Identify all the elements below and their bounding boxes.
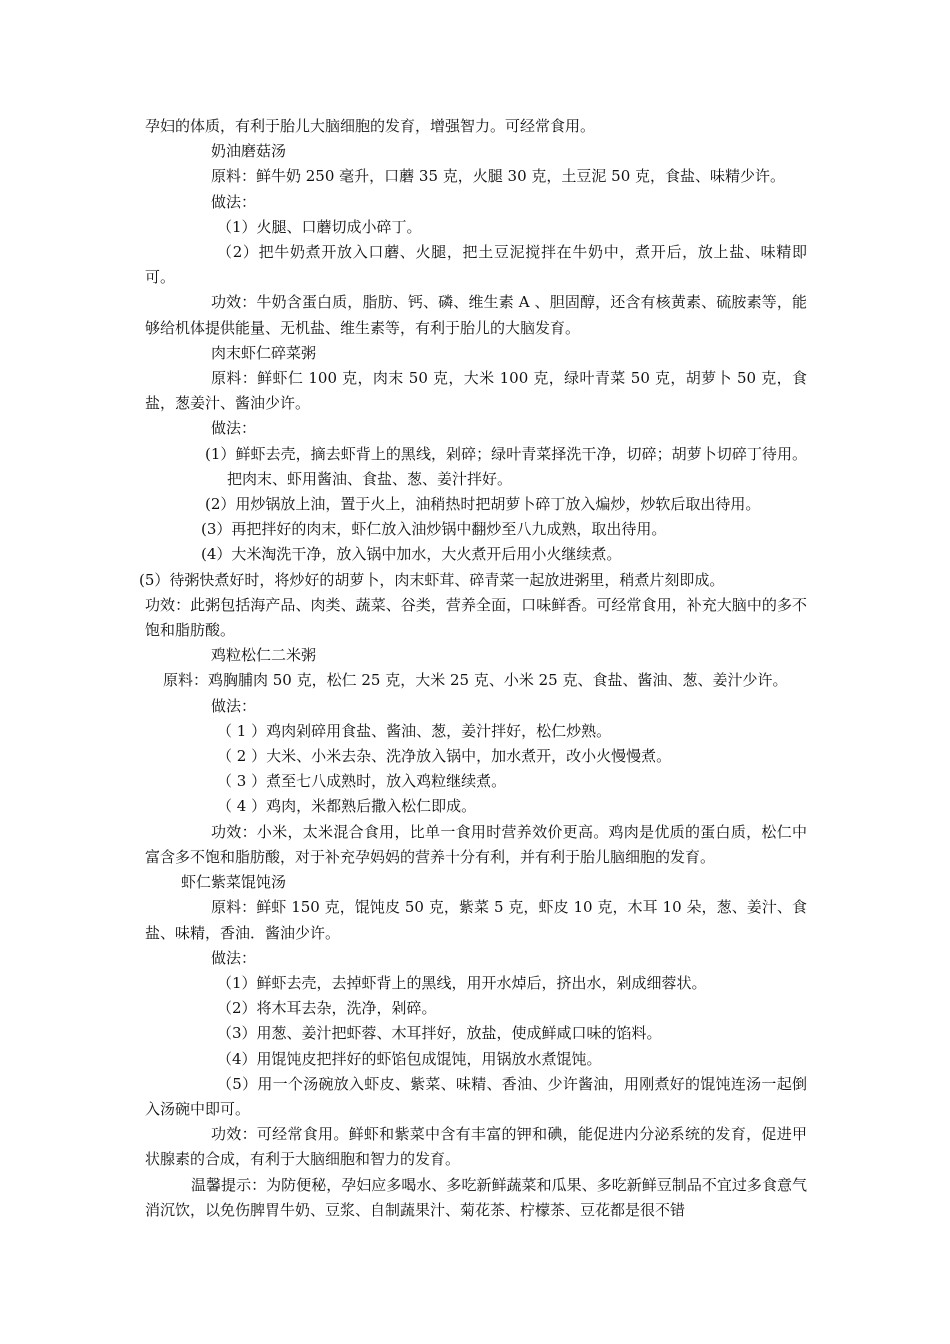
benefits: 功效：此粥包括海产品、肉类、蔬菜、谷类，营养全面，口味鲜香。可经常食用，补充大脑中的多不饱和脂肪酸。	[145, 595, 807, 640]
step: （ 1 ）鸡肉剁碎用食盐、酱油、葱，姜汁拌好，松仁炒熟。	[217, 721, 612, 740]
step: （2）把牛奶煮开放入口蘑、火腿，把土豆泥搅拌在牛奶中，煮开后，放上盐、味精即可。	[145, 243, 807, 287]
method-heading: 做法：	[211, 948, 257, 967]
step: (5）待粥快煮好时，将炒好的胡萝卜，肉末虾茸、碎青菜一起放进粥里，稍煮片刻即成。	[139, 570, 725, 589]
method-heading: 做法：	[211, 419, 257, 438]
step: （5）用一个汤碗放入虾皮、紫菜、味精、香油、少许酱油，用刚煮好的馄饨连汤一起倒入汤碗中即可。	[145, 1074, 807, 1118]
recipe-title-shrimp-wonton-soup: 虾仁紫菜馄饨汤	[181, 873, 287, 892]
document-page	[139, 114, 807, 1223]
step: （1）火腿、口蘑切成小碎丁。	[217, 217, 422, 236]
ingredients: 原料：鲜牛奶 250 毫升，口蘑 35 克，火腿 30 克，土豆泥 50 克，食盐、味精少许。	[211, 167, 786, 186]
step: （1）鲜虾去壳，去掉虾背上的黑线，用开水焯后，挤出水，剁成细蓉状。	[217, 973, 707, 992]
recipe-title-cream-mushroom-soup: 奶油磨菇汤	[211, 142, 287, 161]
step: （ 3 ）煮至七八成熟时，放入鸡粒继续煮。	[217, 772, 507, 791]
recipe-title-shrimp-porridge: 肉末虾仁碎菜粥	[211, 343, 317, 362]
method-heading: 做法：	[211, 696, 257, 715]
benefits: 功效：牛奶含蛋白质，脂肪、钙、磷、维生素 A 、胆固醇，还含有核黄素、硫胺素等，能够给机体提供能量、无机盐、维生素等，有利于胎儿的大脑发育。	[145, 293, 807, 337]
step: (3）再把拌好的肉末，虾仁放入油炒锅中翻炒至八九成熟，取出待用。	[201, 520, 667, 539]
benefits: 功效：可经常食用。鲜虾和紫菜中含有丰富的钾和碘，能促进内分泌系统的发育，促进甲状腺素的合成，有利于大脑细胞和智力的发育。	[145, 1125, 807, 1169]
step: （4）用馄饨皮把拌好的虾馅包成馄饨，用锅放水煮馄饨。	[217, 1049, 602, 1068]
step: (4）大米淘洗干净，放入锅中加水，大火煮开后用小火继续煮。	[201, 545, 622, 564]
step: （ 4 ）鸡肉，米都熟后撒入松仁即成。	[217, 797, 477, 816]
tips: 温馨提示：为防便秘，孕妇应多喝水、多吃新鲜蔬菜和瓜果、多吃新鲜豆制品不宜过多食意气消沉饮，以免伤脾胃牛奶、豆浆、自制蔬果汁、菊花茶、柠檬茶、豆花都是很不错	[145, 1175, 807, 1219]
step: （2）将木耳去杂，洗净，剁碎。	[217, 999, 437, 1018]
ingredients: 原料：鸡胸脯肉 50 克，松仁 25 克，大米 25 克、小米 25 克、食盐、酱油、葱、姜汁少许。	[163, 671, 788, 690]
step: (1）鲜虾去壳，摘去虾背上的黑线，剁碎；绿叶青菜择洗干净，切碎；胡萝卜切碎丁待用。把肉末、虾用酱油、食盐、葱、姜汁拌好。	[205, 444, 807, 488]
paragraph-intro: 孕妇的体质，有利于胎儿大脑细胞的发育，增强智力。可经常食用。	[145, 117, 596, 135]
ingredients: 原料：鲜虾 150 克，馄饨皮 50 克，紫菜 5 克，虾皮 10 克，木耳 10 朵，葱、姜汁、食盐、味精，香油．酱油少许。	[145, 898, 807, 942]
method-heading: 做法：	[211, 192, 257, 211]
ingredients: 原料：鲜虾仁 100 克，肉末 50 克，大米 100 克，绿叶青菜 50 克，胡萝卜 50 克，食盐，葱姜汁、酱油少许。	[145, 369, 807, 413]
recipe-title-chicken-pine-nut-porridge: 鸡粒松仁二米粥	[211, 646, 317, 665]
step: （3）用葱、姜汁把虾蓉、木耳拌好，放盐，使成鲜咸口味的馅料。	[217, 1024, 662, 1043]
benefits: 功效：小米，太米混合食用，比单一食用时营养效价更高。鸡肉是优质的蛋白质，松仁中富含多不饱和脂肪酸，对于补充孕妈妈的营养十分有利，并有利于胎儿脑细胞的发育。	[145, 822, 807, 866]
step: （ 2 ）大米、小米去杂、洗净放入锅中，加水煮开，改小火慢慢煮。	[217, 747, 672, 766]
step: (2）用炒锅放上油，置于火上，油稍热时把胡萝卜碎丁放入煸炒，炒软后取出待用。	[205, 495, 761, 514]
